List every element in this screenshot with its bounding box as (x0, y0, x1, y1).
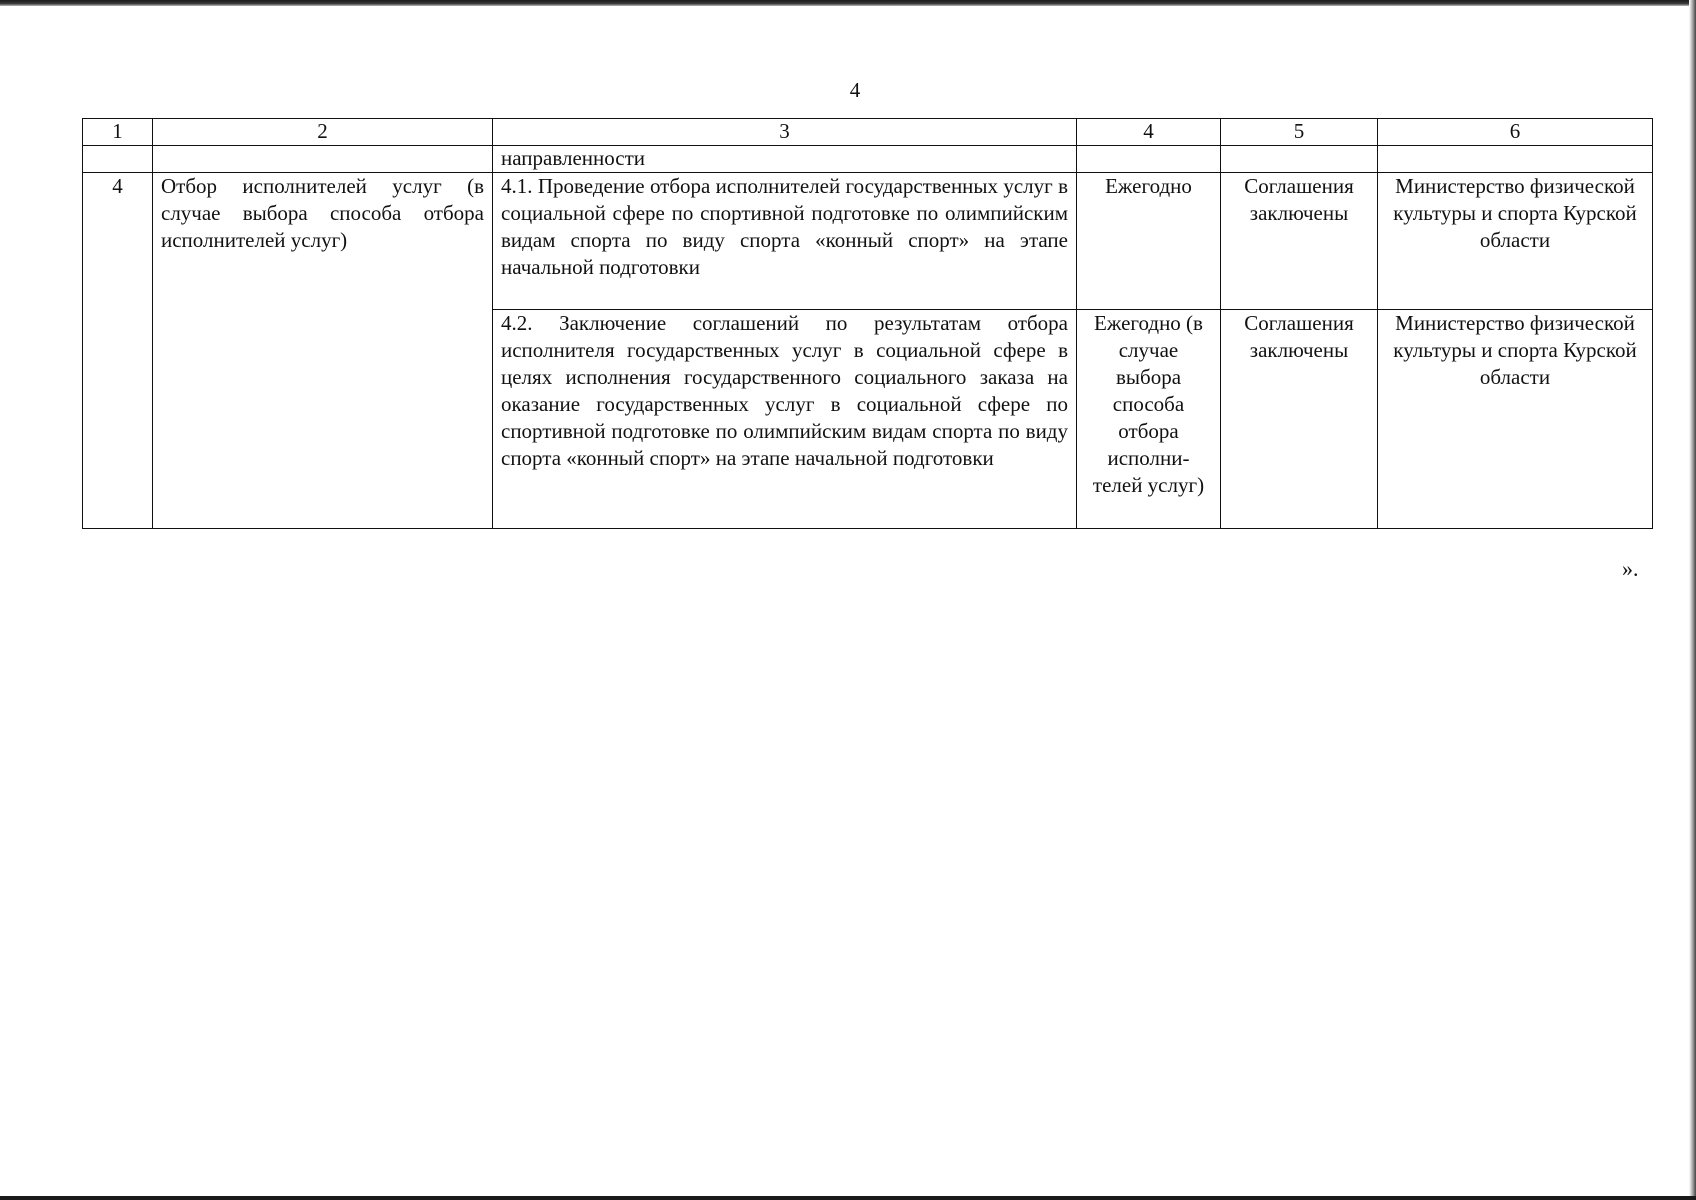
plan-table (82, 118, 1653, 529)
header-cell-5: 5 (1221, 119, 1378, 146)
scan-edge-top (0, 0, 1696, 6)
continuation-cell-1 (83, 146, 153, 173)
action-cell-4-2: 4.2. Заключение соглашений по результатам отбора исполнителя государственных услуг в социальной сфере в целях исполнения государственного социального заказа на оказание государственных услуг в социальной сфере по спортивной подготовке по олимпийским видам спорта по виду спорта «конный спорт» на этапе начальной подготовки (493, 310, 1077, 529)
action-cell-4-1: 4.1. Проведение отбора исполнителей государственных услуг в социальной сфере по спортивной подготовке по олимпийским видам спорта по виду спорта «конный спорт» на этапе начальной подготовки (493, 173, 1077, 310)
closing-quote-mark: ». (1622, 556, 1639, 581)
responsible-cell-4-1: Министерство физической культуры и спорта Курской области (1378, 173, 1653, 310)
result-cell-4-1: Соглашения заключены (1221, 173, 1378, 310)
continuation-cell-4 (1077, 146, 1221, 173)
deadline-cell-4-1: Ежегодно (1077, 173, 1221, 310)
continuation-text: направленности (493, 146, 1077, 173)
continuation-row (83, 146, 1653, 173)
scan-edge-bottom (0, 1196, 1696, 1200)
header-cell-2: 2 (153, 119, 493, 146)
header-cell-1: 1 (83, 119, 153, 146)
result-cell-4-2: Соглашения заключены (1221, 310, 1378, 529)
header-cell-4: 4 (1077, 119, 1221, 146)
row-number: 4 (83, 173, 153, 529)
header-cell-3: 3 (493, 119, 1077, 146)
table-header-row (83, 119, 1653, 146)
table-row (83, 173, 1653, 310)
continuation-cell-6 (1378, 146, 1653, 173)
scan-edge-right (1689, 0, 1696, 1200)
continuation-cell-5 (1221, 146, 1378, 173)
responsible-cell-4-2: Министерство физической культуры и спорта Курской области (1378, 310, 1653, 529)
page-number: 4 (849, 78, 861, 102)
header-cell-6: 6 (1378, 119, 1653, 146)
stage-cell: Отбор исполнителей услуг (в случае выбора способа отбора исполнителей услуг) (153, 173, 493, 529)
deadline-cell-4-2: Ежегодно (в случае выбора способа отбора исполни-телей услуг) (1077, 310, 1221, 529)
continuation-cell-2 (153, 146, 493, 173)
